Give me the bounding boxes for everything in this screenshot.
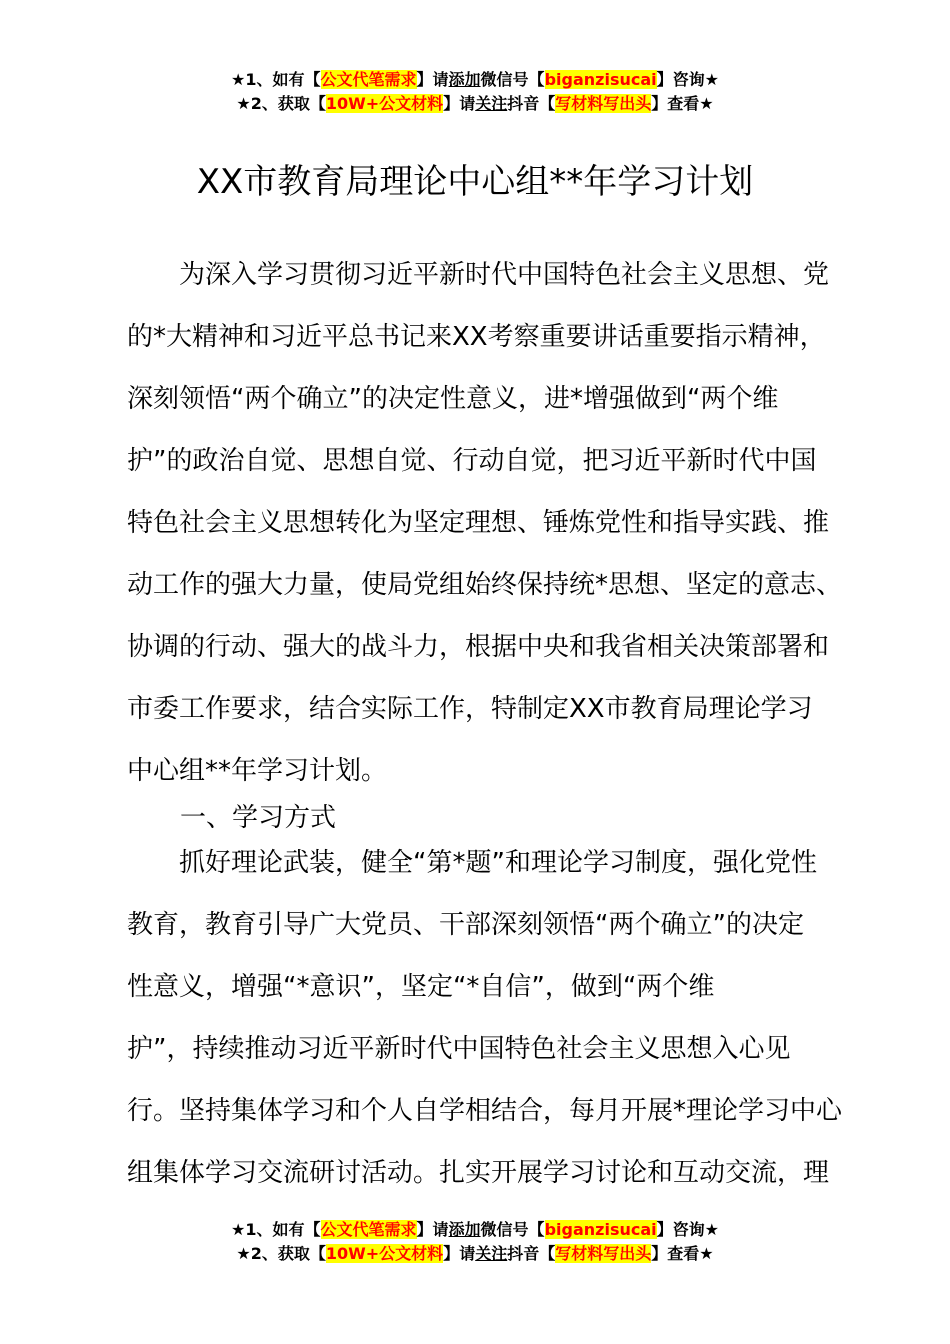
intro-line: 市委工作要求，结合实际工作，特制定XX市教育局理论学习 (127, 694, 813, 724)
document-title: XX市教育局理论中心组**年学习计划 (196, 162, 754, 202)
section1-line: 行。坚持集体学习和个人自学相结合，每月开展*理论学习中心 (127, 1096, 843, 1126)
footer-banner-line1: ★1、如有【公文代笔需求】请添加微信号【biganzisucai】咨询★ (231, 1220, 719, 1239)
intro-line: 为深入学习贯彻习近平新时代中国特色社会主义思想、党 (179, 260, 830, 290)
intro-line: 中心组**年学习计划。 (127, 756, 388, 786)
footer-banner-line2: ★2、获取【10W+公文材料】请关注抖音【写材料写出头】查看★ (236, 1244, 714, 1263)
intro-line: 护”的政治自觉、思想自觉、行动自觉，把习近平新时代中国 (127, 446, 817, 476)
intro-line: 协调的行动、强大的战斗力，根据中央和我省相关决策部署和 (127, 632, 830, 662)
douyin-id-highlight: 写材料写出头 (555, 1244, 652, 1263)
intro-line: 动工作的强大力量，使局党组始终保持统*思想、坚定的意志、 (127, 570, 843, 600)
follow-underline: 关注 (475, 1244, 508, 1263)
section1-line: 护”，持续推动习近平新时代中国特色社会主义思想入心见 (127, 1034, 791, 1064)
section1-line: 性意义，增强“*意识”，坚定“*自信”，做到“两个维 (127, 972, 715, 1002)
add-underline: 添加 (448, 1220, 481, 1239)
wechat-id-highlight: biganzisucai (544, 70, 657, 89)
section-heading-study-method: 一、学习方式 (180, 803, 337, 833)
section1-line: 教育，教育引导广大党员、干部深刻领悟“两个确立”的决定 (127, 910, 804, 940)
ghostwriting-highlight: 公文代笔需求 (320, 1220, 417, 1239)
header-banner (0, 68, 950, 116)
add-underline: 添加 (448, 70, 481, 89)
intro-line: 深刻领悟“两个确立”的决定性意义，进*增强做到“两个维 (127, 384, 779, 414)
section1-line: 抓好理论武装，健全“第*题”和理论学习制度，强化党性 (179, 848, 817, 878)
section1-line: 组集体学习交流研讨活动。扎实开展学习讨论和互动交流，理 (127, 1158, 830, 1188)
intro-line: 的*大精神和习近平总书记来XX考察重要讲话重要指示精神， (127, 322, 826, 352)
intro-line: 特色社会主义思想转化为坚定理想、锤炼党性和指导实践、推 (127, 508, 830, 538)
materials-highlight: 10W+公文材料 (325, 94, 444, 113)
header-banner-line1: ★1、如有【公文代笔需求】请添加微信号【biganzisucai】咨询★ (231, 70, 719, 89)
douyin-id-highlight: 写材料写出头 (555, 94, 652, 113)
wechat-id-highlight: biganzisucai (544, 1220, 657, 1239)
header-banner-line2: ★2、获取【10W+公文材料】请关注抖音【写材料写出头】查看★ (236, 94, 714, 113)
intro-paragraph (127, 244, 843, 802)
follow-underline: 关注 (475, 94, 508, 113)
section1-paragraph (127, 832, 843, 1204)
ghostwriting-highlight: 公文代笔需求 (320, 70, 417, 89)
materials-highlight: 10W+公文材料 (325, 1244, 444, 1263)
footer-banner (0, 1218, 950, 1266)
